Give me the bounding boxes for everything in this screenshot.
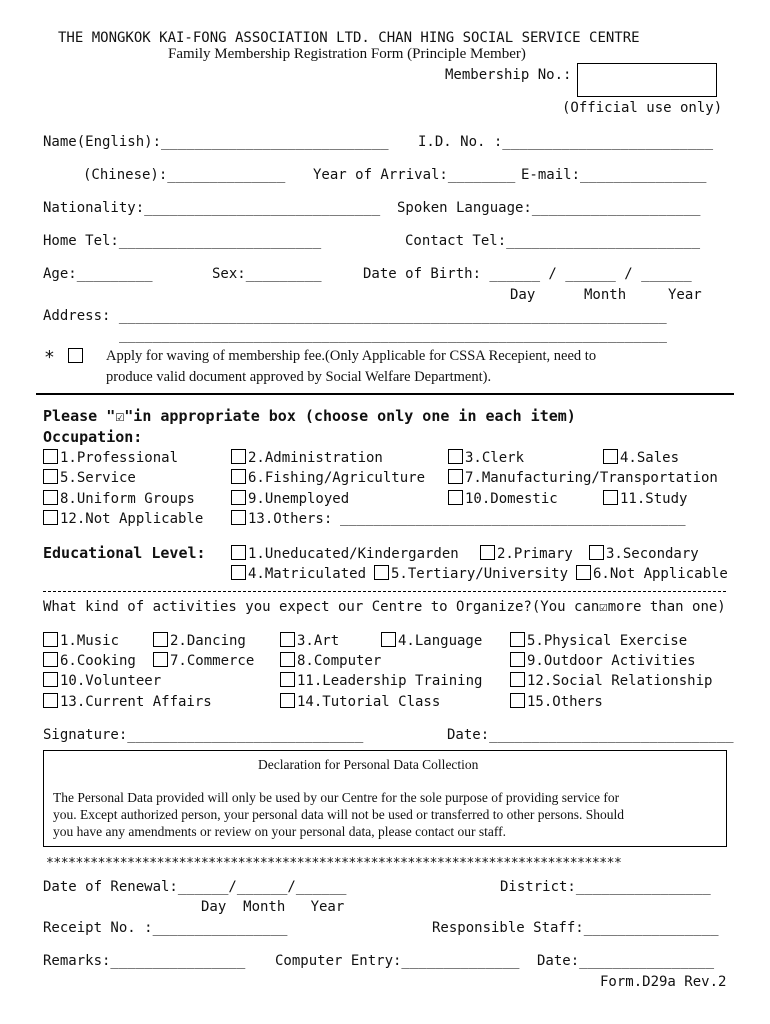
activity-option[interactable] [280, 652, 381, 669]
occupation-checkbox[interactable] [43, 449, 58, 464]
occupation-checkbox[interactable] [448, 469, 463, 484]
activity-label: 11.Leadership Training [297, 673, 483, 689]
activity-option[interactable] [280, 632, 339, 649]
activity-checkbox[interactable] [510, 652, 525, 667]
dob-year-label: Year [668, 287, 702, 303]
occupation-option[interactable] [43, 469, 136, 486]
education-option[interactable] [374, 565, 568, 582]
occupation-label: 4.Sales [620, 450, 680, 466]
home-tel-field[interactable]: Home Tel:________________________ [43, 233, 322, 249]
occupation-checkbox[interactable] [231, 469, 246, 484]
name-chinese-field[interactable]: (Chinese):______________ [83, 167, 286, 183]
occupation-label: 3.Clerk [465, 450, 525, 466]
occupation-checkbox[interactable] [43, 490, 58, 505]
receipt-no-field[interactable]: Receipt No. :________________ [43, 920, 288, 936]
occupation-others-line[interactable]: _________________________________________ [340, 510, 686, 526]
membership-no-field[interactable] [577, 63, 717, 97]
activity-option[interactable] [43, 632, 119, 649]
occupation-option[interactable] [603, 490, 687, 507]
activity-checkbox[interactable] [510, 632, 525, 647]
activity-checkbox[interactable] [280, 632, 295, 647]
occupation-option[interactable] [43, 490, 195, 507]
activity-checkbox[interactable] [280, 652, 295, 667]
education-label: 4.Matriculated [248, 566, 367, 582]
education-checkbox[interactable] [374, 565, 389, 580]
occupation-label: 5.Service [60, 470, 136, 486]
occupation-label: Occupation: [43, 428, 143, 446]
education-label: 3.Secondary [606, 546, 699, 562]
waiver-text-line2: produce valid document approved by Social Welfare Department). [106, 369, 492, 385]
occupation-option[interactable] [448, 469, 718, 486]
activity-checkbox[interactable] [510, 672, 525, 687]
occupation-checkbox[interactable] [603, 449, 618, 464]
activity-option[interactable] [381, 632, 482, 649]
activity-label: 3.Art [297, 633, 340, 649]
occupation-option[interactable] [231, 469, 425, 486]
activities-question: What kind of activities you expect our Centre to Organize?(You can☑more than one) [43, 599, 726, 615]
instructions: Please "☑"in appropriate box (choose only one in each item) [43, 407, 576, 425]
activity-option[interactable] [510, 632, 687, 649]
activity-option[interactable] [510, 672, 712, 689]
name-english-field[interactable]: Name(English):___________________________ [43, 134, 389, 150]
activity-option[interactable] [280, 693, 440, 710]
education-option[interactable] [576, 565, 728, 582]
occupation-label: 8.Uniform Groups [60, 491, 195, 507]
declaration-line3: you have any amendments or review on your personal data, please contact our staff. [53, 824, 506, 839]
activity-checkbox[interactable] [153, 652, 168, 667]
activity-option[interactable] [43, 693, 212, 710]
signature-date-field[interactable]: Date:_____________________________ [447, 727, 734, 743]
education-label: 2.Primary [497, 546, 573, 562]
nationality-field[interactable]: Nationality:____________________________ [43, 200, 381, 216]
activity-label: 9.Outdoor Activities [527, 653, 696, 669]
occupation-label: 2.Administration [248, 450, 383, 466]
waiver-checkbox[interactable] [68, 348, 83, 363]
occupation-label: 11.Study [620, 491, 688, 507]
occupation-checkbox[interactable] [448, 449, 463, 464]
occupation-checkbox[interactable] [231, 510, 246, 525]
official-use-note: (Official use only) [562, 100, 723, 116]
section-divider [36, 393, 734, 395]
education-label: 1.Uneducated/Kindergarden [248, 546, 459, 562]
form-number: Form.D29a Rev.2 [600, 974, 727, 990]
age-field[interactable]: Age:_________ [43, 266, 153, 282]
activity-checkbox[interactable] [43, 632, 58, 647]
email-field[interactable]: E-mail:_______________ [521, 167, 707, 183]
activity-label: 15.Others [527, 694, 603, 710]
occupation-label: 13.Others: [248, 511, 333, 527]
education-option[interactable] [480, 545, 573, 562]
activity-checkbox[interactable] [510, 693, 525, 708]
id-no-field[interactable]: I.D. No. :_________________________ [418, 134, 714, 150]
activity-checkbox[interactable] [381, 632, 396, 647]
declaration-title: Declaration for Personal Data Collection [258, 757, 479, 772]
occupation-checkbox[interactable] [43, 510, 58, 525]
occupation-label: 7.Manufacturing/Transportation [465, 470, 718, 486]
activity-checkbox[interactable] [153, 632, 168, 647]
education-label: 6.Not Applicable [593, 566, 728, 582]
activity-label: 6.Cooking [60, 653, 136, 669]
remarks-field[interactable]: Remarks:________________ [43, 953, 246, 969]
occupation-option[interactable] [448, 449, 524, 466]
education-option[interactable] [231, 565, 366, 582]
address-field[interactable]: Address: _________________________________________________________________ [43, 308, 667, 324]
occupation-option[interactable] [448, 490, 558, 507]
activity-label: 1.Music [60, 633, 120, 649]
occupation-option[interactable] [231, 510, 332, 527]
occupation-option[interactable] [43, 510, 203, 527]
activity-checkbox[interactable] [43, 652, 58, 667]
occupation-checkbox[interactable] [231, 490, 246, 505]
signature-field[interactable]: Signature:____________________________ [43, 727, 364, 743]
activity-checkbox[interactable] [43, 693, 58, 708]
occupation-label: 6.Fishing/Agriculture [248, 470, 426, 486]
membership-label: Membership No.: [445, 67, 572, 83]
year-arrival-field[interactable]: Year of Arrival:________ [313, 167, 516, 183]
education-checkbox[interactable] [231, 565, 246, 580]
activity-label: 10.Volunteer [60, 673, 162, 689]
district-field[interactable]: District:________________ [500, 879, 711, 895]
activity-option[interactable] [510, 693, 603, 710]
occupation-label: 10.Domestic [465, 491, 558, 507]
activity-label: 5.Physical Exercise [527, 633, 688, 649]
sex-field[interactable]: Sex:_________ [212, 266, 322, 282]
activity-label: 13.Current Affairs [60, 694, 212, 710]
computer-entry-field[interactable]: Computer Entry:______________ [275, 953, 520, 969]
education-option[interactable] [589, 545, 699, 562]
activity-label: 7.Commerce [170, 653, 255, 669]
activity-checkbox[interactable] [280, 693, 295, 708]
activity-checkbox[interactable] [43, 672, 58, 687]
activity-checkbox[interactable] [280, 672, 295, 687]
star-divider: ****************************************************************************** [46, 856, 622, 871]
education-checkbox[interactable] [589, 545, 604, 560]
activity-label: 8.Computer [297, 653, 382, 669]
dob-day-label: Day [510, 287, 536, 303]
renewal-date-field[interactable]: Date of Renewal:______/______/______ [43, 879, 347, 895]
activity-option[interactable] [43, 672, 161, 689]
education-checkbox[interactable] [576, 565, 591, 580]
education-option[interactable] [231, 545, 459, 562]
activity-option[interactable] [153, 632, 246, 649]
occupation-label: 9.Unemployed [248, 491, 350, 507]
activity-label: 4.Language [398, 633, 483, 649]
address-field-line2[interactable]: _________________________________________________________________ [119, 327, 667, 343]
education-label: Educational Level: [43, 544, 206, 562]
renewal-date-sublabels: Day Month Year [201, 899, 345, 915]
activity-label: 14.Tutorial Class [297, 694, 441, 710]
occupation-checkbox[interactable] [448, 490, 463, 505]
occupation-checkbox[interactable] [231, 449, 246, 464]
waiver-star: * [44, 347, 55, 368]
occupation-option[interactable] [231, 490, 349, 507]
activity-label: 12.Social Relationship [527, 673, 713, 689]
dashed-divider [43, 591, 726, 592]
activity-option[interactable] [153, 652, 254, 669]
contact-tel-field[interactable]: Contact Tel:_______________________ [405, 233, 701, 249]
declaration-line1: The Personal Data provided will only be used by our Centre for the sole purpose of providing service for [53, 790, 620, 805]
official-date-field[interactable]: Date:________________ [537, 953, 715, 969]
education-checkbox[interactable] [480, 545, 495, 560]
spoken-language-field[interactable]: Spoken Language:____________________ [397, 200, 701, 216]
declaration-line2: you. Except authorized person, your personal data will not be used or transferred to other persons. Should [53, 807, 624, 822]
activity-option[interactable] [43, 652, 136, 669]
occupation-checkbox[interactable] [603, 490, 618, 505]
occupation-label: 12.Not Applicable [60, 511, 204, 527]
education-label: 5.Tertiary/University [391, 566, 569, 582]
education-checkbox[interactable] [231, 545, 246, 560]
responsible-staff-field[interactable]: Responsible Staff:________________ [432, 920, 719, 936]
occupation-checkbox[interactable] [43, 469, 58, 484]
org-name: THE MONGKOK KAI-FONG ASSOCIATION LTD. CHAN HING SOCIAL SERVICE CENTRE [58, 30, 640, 46]
occupation-option[interactable] [231, 449, 383, 466]
activity-label: 2.Dancing [170, 633, 246, 649]
dob-month-label: Month [584, 287, 627, 303]
occupation-option[interactable] [603, 449, 679, 466]
form-title: Family Membership Registration Form (Principle Member) [168, 46, 526, 62]
dob-field[interactable]: Date of Birth: ______ / ______ / ______ [363, 266, 692, 282]
occupation-label: 1.Professional [60, 450, 179, 466]
activity-option[interactable] [280, 672, 482, 689]
occupation-option[interactable] [43, 449, 178, 466]
waiver-text-line1: Apply for waving of membership fee.(Only Applicable for CSSA Recepient, need to [106, 348, 597, 364]
activity-option[interactable] [510, 652, 696, 669]
